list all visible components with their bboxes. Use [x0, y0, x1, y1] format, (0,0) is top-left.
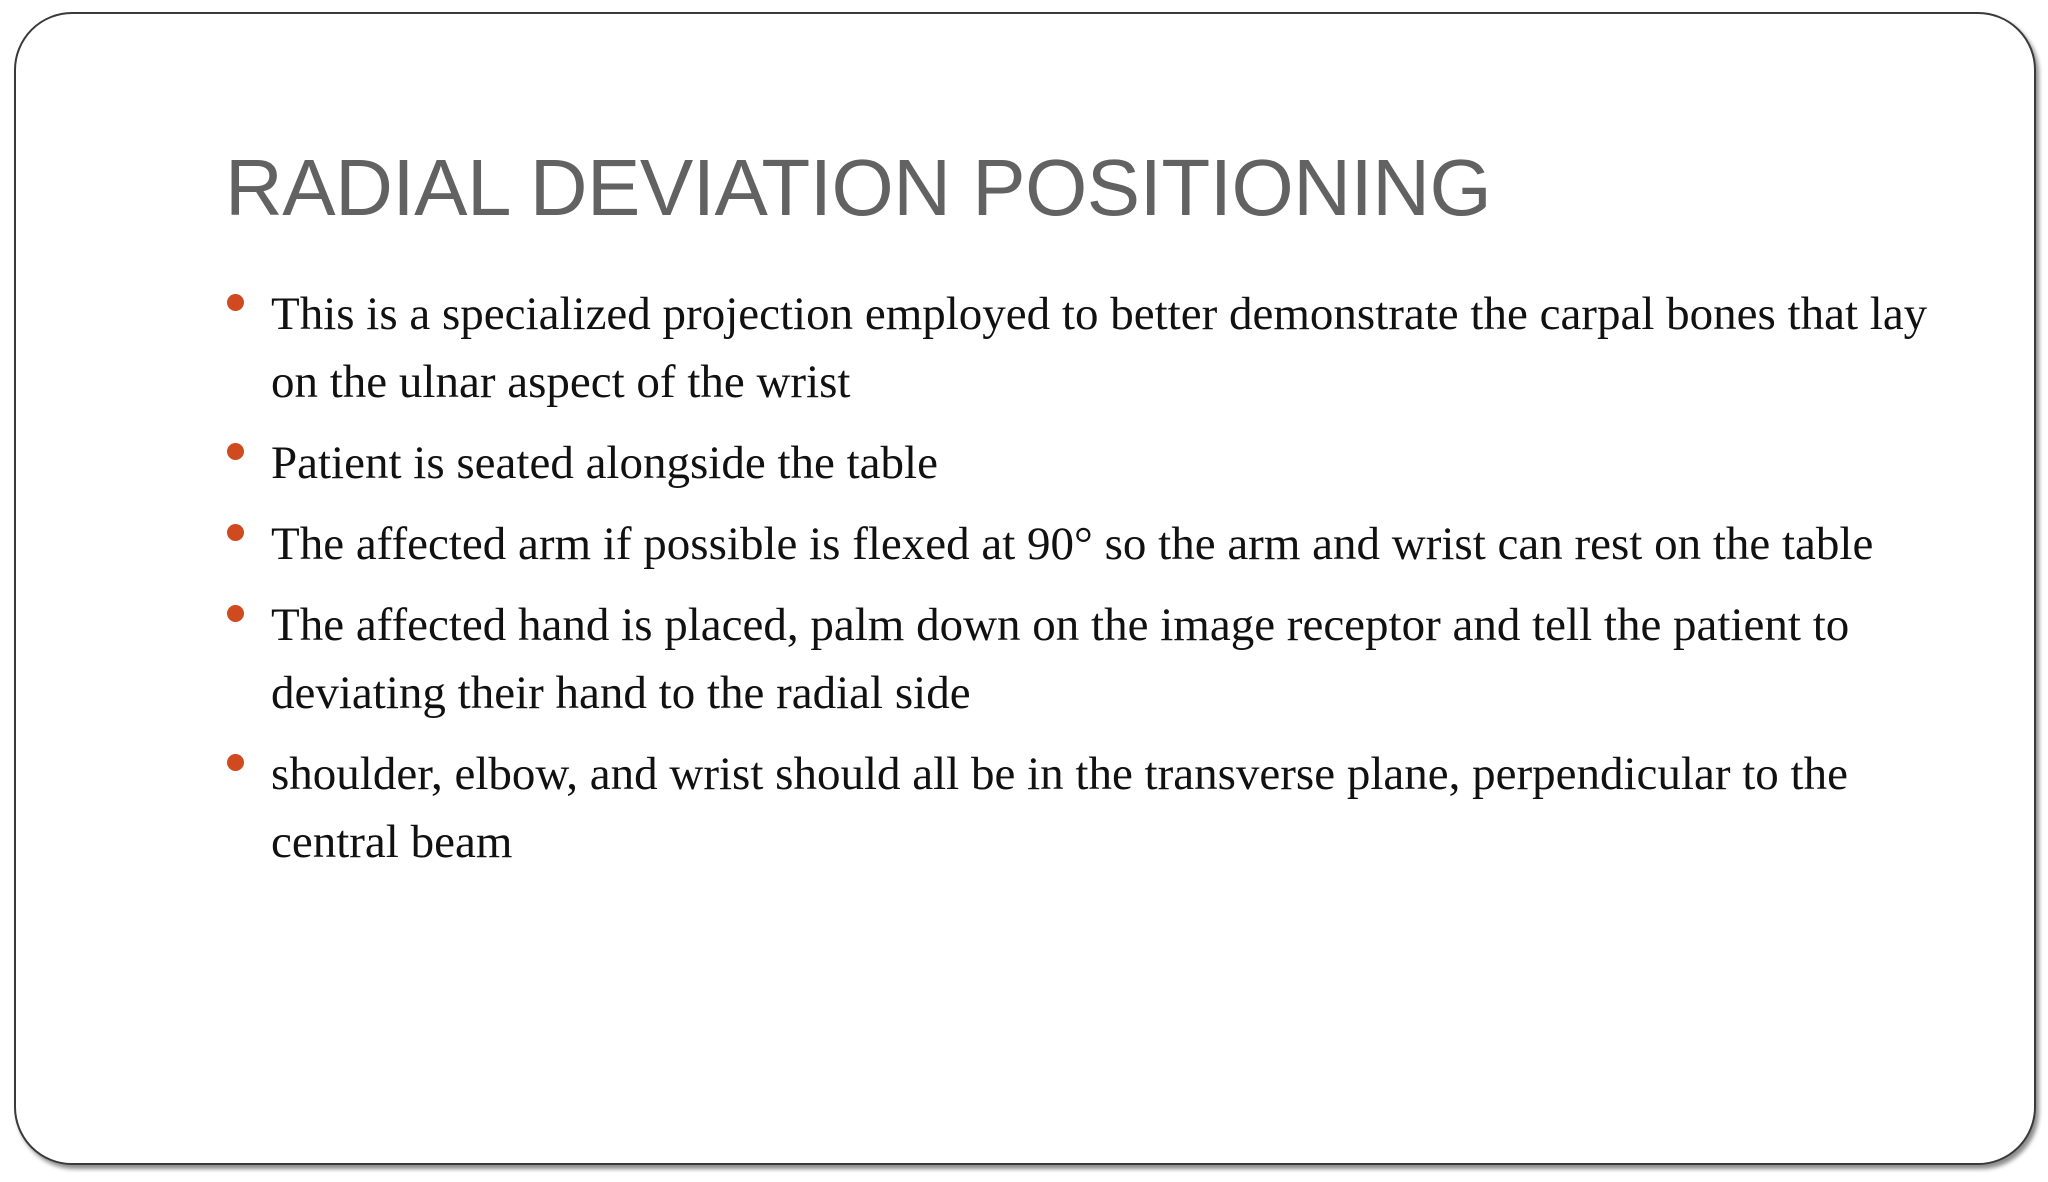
- bullet-item: [225, 591, 1945, 727]
- bullet-item: [225, 280, 1945, 416]
- bullet-text: Patient is seated alongside the table: [271, 437, 938, 489]
- bullet-text: shoulder, elbow, and wrist should all be in the transverse plane, perpendicular to the central beam: [271, 748, 1848, 868]
- bullet-text: The affected arm if possible is flexed at 90° so the arm and wrist can rest on the table: [271, 518, 1874, 570]
- slide-title: RADIAL DEVIATION POSITIONING: [225, 143, 1492, 232]
- bullet-dot-icon: [227, 524, 244, 541]
- bullet-dot-icon: [227, 754, 244, 771]
- bullet-text: This is a specialized projection employed to better demonstrate the carpal bones that lay on the ulnar aspect of the wrist: [271, 288, 1928, 408]
- bullet-dot-icon: [227, 605, 244, 622]
- bullet-list: [225, 280, 1945, 889]
- bullet-text: The affected hand is placed, palm down on the image receptor and tell the patient to deviating their hand to the radial side: [271, 599, 1850, 719]
- bullet-item: [225, 740, 1945, 876]
- bullet-dot-icon: [227, 443, 244, 460]
- bullet-item: [225, 510, 1945, 578]
- bullet-dot-icon: [227, 294, 244, 311]
- bullet-item: [225, 429, 1945, 497]
- slide: [14, 12, 2036, 1165]
